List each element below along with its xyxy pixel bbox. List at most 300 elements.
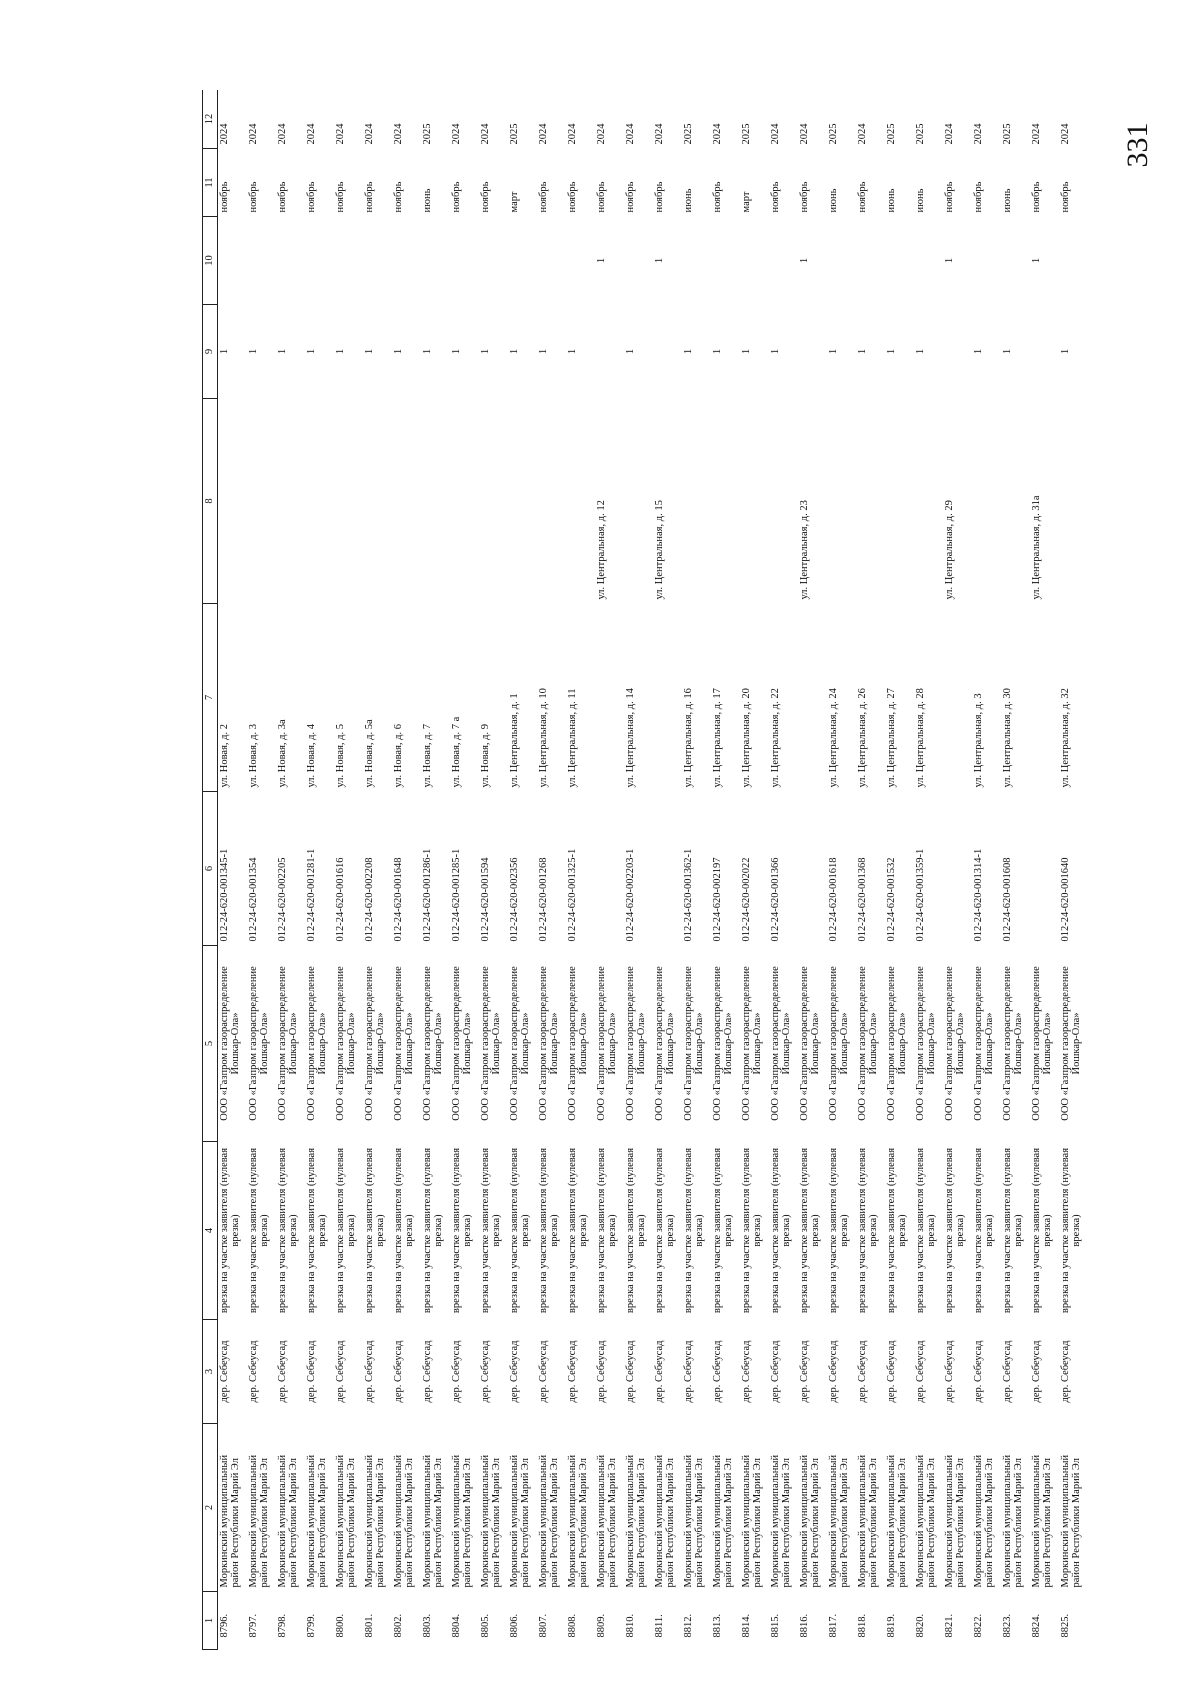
- settlement-cell: дер. Себеусад: [1001, 1340, 1013, 1403]
- column-number-header: 1: [203, 1592, 218, 1650]
- settlement-cell: дер. Себеусад: [1030, 1340, 1042, 1403]
- work-type-cell: врезка на участке заявителя (нулевая врезка): [711, 1147, 734, 1314]
- month-cell: ноябрь: [711, 181, 723, 213]
- address-cell: ул. Центральная, д. 32: [1059, 688, 1071, 788]
- settlement-cell: дер. Себеусад: [276, 1340, 288, 1403]
- work-type-cell: врезка на участке заявителя (нулевая врезка): [537, 1147, 560, 1314]
- quantity-cell: 1: [450, 348, 462, 355]
- work-type-cell: врезка на участке заявителя (нулевая врезка): [740, 1147, 763, 1314]
- district-cell: Моркинский муниципальный район Республики Марий Эл: [479, 1454, 502, 1588]
- organization-cell: ООО «Газпром газораспределение Йошкар-Ола»: [624, 966, 647, 1121]
- table-row: [885, 90, 914, 1650]
- column-number-header: 7: [203, 604, 218, 792]
- year-cell: 2024: [769, 123, 781, 145]
- district-cell: Моркинский муниципальный район Республики Марий Эл: [972, 1454, 995, 1588]
- alt-quantity-cell: [247, 217, 276, 305]
- alt-quantity-cell: [711, 217, 740, 305]
- month-cell: март: [740, 191, 752, 213]
- alt-quantity-cell: 1: [943, 257, 955, 264]
- address-cell: [943, 604, 972, 792]
- code-cell: 012-24-620-002203-1: [624, 848, 636, 942]
- code-cell: 012-24-620-001608: [1001, 857, 1013, 942]
- work-type-cell: врезка на участке заявителя (нулевая врезка): [624, 1147, 647, 1314]
- quantity-cell: 1: [219, 348, 230, 355]
- settlement-cell: дер. Себеусад: [798, 1340, 810, 1403]
- row-number: 8822.: [972, 1613, 984, 1638]
- alt-quantity-cell: [508, 217, 537, 305]
- rotated-table-container: [202, 90, 1200, 1650]
- row-number: 8809.: [595, 1613, 607, 1638]
- alt-quantity-cell: [305, 217, 334, 305]
- organization-cell: ООО «Газпром газораспределение Йошкар-Ола»: [740, 966, 763, 1121]
- quantity-cell: 1: [972, 348, 984, 355]
- year-cell: 2024: [653, 123, 665, 145]
- code-cell: 012-24-620-001618: [827, 857, 839, 942]
- organization-cell: ООО «Газпром газораспределение Йошкар-Ола»: [943, 966, 966, 1121]
- quantity-cell: 1: [421, 348, 433, 355]
- settlement-cell: дер. Себеусад: [566, 1340, 578, 1403]
- year-cell: 2025: [421, 123, 433, 145]
- year-cell: 2024: [943, 123, 955, 145]
- alt-address-cell: [769, 399, 798, 604]
- alt-address-cell: [218, 399, 247, 604]
- table-row: [711, 90, 740, 1650]
- month-cell: март: [508, 191, 520, 213]
- settlement-cell: дер. Себеусад: [624, 1340, 636, 1403]
- work-type-cell: врезка на участке заявителя (нулевая врезка): [305, 1147, 328, 1314]
- district-cell: Моркинский муниципальный район Республики Марий Эл: [885, 1454, 908, 1588]
- row-number: 8815.: [769, 1613, 781, 1638]
- month-cell: ноябрь: [1059, 181, 1071, 213]
- organization-cell: ООО «Газпром газораспределение Йошкар-Ола»: [363, 966, 386, 1121]
- quantity-cell: 1: [276, 348, 288, 355]
- district-cell: Моркинский муниципальный район Республики Марий Эл: [595, 1454, 618, 1588]
- month-cell: ноябрь: [392, 181, 404, 213]
- address-cell: ул. Новая, д. 9: [479, 723, 491, 788]
- alt-address-cell: [363, 399, 392, 604]
- organization-cell: ООО «Газпром газораспределение Йошкар-Ола»: [392, 966, 415, 1121]
- year-cell: 2024: [1030, 123, 1042, 145]
- alt-address-cell: ул. Центральная, д. 29: [943, 500, 955, 600]
- alt-quantity-cell: [450, 217, 479, 305]
- month-cell: ноябрь: [769, 181, 781, 213]
- code-cell: 012-24-620-002208: [363, 857, 375, 942]
- settlement-cell: дер. Себеусад: [1059, 1340, 1071, 1403]
- alt-address-cell: [682, 399, 711, 604]
- organization-cell: ООО «Газпром газораспределение Йошкар-Ола»: [827, 966, 850, 1121]
- district-cell: Моркинский муниципальный район Республики Марий Эл: [1001, 1454, 1024, 1588]
- table-row: [856, 90, 885, 1650]
- settlement-cell: дер. Себеусад: [537, 1340, 549, 1403]
- settlement-cell: дер. Себеусад: [943, 1340, 955, 1403]
- district-cell: Моркинский муниципальный район Республики Марий Эл: [856, 1454, 879, 1588]
- organization-cell: ООО «Газпром газораспределение Йошкар-Ола»: [972, 966, 995, 1121]
- district-cell: Моркинский муниципальный район Республики Марий Эл: [914, 1454, 937, 1588]
- quantity-cell: 1: [914, 348, 926, 355]
- address-cell: ул. Центральная, д. 28: [914, 688, 926, 788]
- table-row: [798, 90, 827, 1650]
- quantity-cell: 1: [1001, 348, 1013, 355]
- alt-address-cell: [334, 399, 363, 604]
- table-row: [740, 90, 769, 1650]
- alt-address-cell: [247, 399, 276, 604]
- quantity-cell: [595, 305, 624, 399]
- table-row: [682, 90, 711, 1650]
- month-cell: июнь: [1001, 188, 1013, 213]
- organization-cell: ООО «Газпром газораспределение Йошкар-Ола»: [1001, 966, 1024, 1121]
- settlement-cell: дер. Себеусад: [885, 1340, 897, 1403]
- row-number: 8824.: [1030, 1613, 1042, 1638]
- alt-quantity-cell: [479, 217, 508, 305]
- address-cell: ул. Новая, д. 5: [334, 723, 346, 788]
- alt-quantity-cell: 1: [653, 257, 665, 264]
- table-header: [203, 90, 218, 1650]
- organization-cell: ООО «Газпром газораспределение Йошкар-Ола»: [508, 966, 531, 1121]
- quantity-cell: 1: [305, 348, 317, 355]
- code-cell: 012-24-620-002205: [276, 857, 288, 942]
- row-number: 8804.: [450, 1613, 462, 1638]
- quantity-cell: 1: [566, 348, 578, 355]
- district-cell: Моркинский муниципальный район Республики Марий Эл: [769, 1454, 792, 1588]
- code-cell: [653, 792, 682, 946]
- district-cell: Моркинский муниципальный район Республики Марий Эл: [508, 1454, 531, 1588]
- work-type-cell: врезка на участке заявителя (нулевая врезка): [943, 1147, 966, 1314]
- organization-cell: ООО «Газпром газораспределение Йошкар-Ола»: [769, 966, 792, 1121]
- row-number: 8803.: [421, 1613, 433, 1638]
- table-body: [218, 90, 1088, 1650]
- code-cell: 012-24-620-001345-1: [219, 848, 230, 942]
- table-row: [914, 90, 943, 1650]
- quantity-cell: 1: [711, 348, 723, 355]
- work-type-cell: врезка на участке заявителя (нулевая врезка): [1001, 1147, 1024, 1314]
- address-cell: ул. Новая, д. 7: [421, 723, 433, 788]
- row-number: 8798.: [276, 1613, 288, 1638]
- month-cell: ноябрь: [566, 181, 578, 213]
- table-row: [566, 90, 595, 1650]
- table-row: [595, 90, 624, 1650]
- address-cell: ул. Новая, д. 3: [247, 723, 259, 788]
- row-number: 8819.: [885, 1613, 897, 1638]
- work-type-cell: врезка на участке заявителя (нулевая врезка): [392, 1147, 415, 1314]
- column-number-header: 12: [203, 90, 218, 149]
- district-cell: Моркинский муниципальный район Республики Марий Эл: [363, 1454, 386, 1588]
- alt-quantity-cell: [740, 217, 769, 305]
- year-cell: 2024: [798, 123, 810, 145]
- table-row: [1001, 90, 1030, 1650]
- row-number: 8821.: [943, 1613, 955, 1638]
- year-cell: 2025: [508, 123, 520, 145]
- settlement-cell: дер. Себеусад: [450, 1340, 462, 1403]
- alt-address-cell: [827, 399, 856, 604]
- alt-quantity-cell: [885, 217, 914, 305]
- code-cell: 012-24-620-001648: [392, 857, 404, 942]
- work-type-cell: врезка на участке заявителя (нулевая врезка): [972, 1147, 995, 1314]
- address-cell: ул. Новая, д. 3а: [276, 719, 288, 788]
- organization-cell: ООО «Газпром газораспределение Йошкар-Ола»: [711, 966, 734, 1121]
- table-row: [421, 90, 450, 1650]
- alt-address-cell: [305, 399, 334, 604]
- year-cell: 2024: [305, 123, 317, 145]
- month-cell: ноябрь: [856, 181, 868, 213]
- row-number: 8805.: [479, 1613, 491, 1638]
- code-cell: [1030, 792, 1059, 946]
- alt-address-cell: [421, 399, 450, 604]
- quantity-cell: 1: [247, 348, 259, 355]
- column-number-header: 9: [203, 305, 218, 399]
- work-type-cell: врезка на участке заявителя (нулевая врезка): [276, 1147, 299, 1314]
- alt-address-cell: ул. Центральная, д. 31а: [1030, 495, 1042, 600]
- quantity-cell: 1: [479, 348, 491, 355]
- address-cell: ул. Центральная, д. 16: [682, 688, 694, 788]
- row-number: 8810.: [624, 1613, 636, 1638]
- table-row: [392, 90, 421, 1650]
- column-number-header: 2: [203, 1424, 218, 1592]
- column-number-header: 4: [203, 1142, 218, 1320]
- district-cell: Моркинский муниципальный район Республики Марий Эл: [740, 1454, 763, 1588]
- month-cell: июнь: [885, 188, 897, 213]
- alt-quantity-cell: [392, 217, 421, 305]
- organization-cell: ООО «Газпром газораспределение Йошкар-Ола»: [1030, 966, 1053, 1121]
- address-cell: ул. Центральная, д. 22: [769, 688, 781, 788]
- organization-cell: ООО «Газпром газораспределение Йошкар-Ола»: [566, 966, 589, 1121]
- address-cell: [595, 604, 624, 792]
- row-number: 8801.: [363, 1613, 375, 1638]
- settlement-cell: дер. Себеусад: [392, 1340, 404, 1403]
- alt-quantity-cell: [1001, 217, 1030, 305]
- district-cell: Моркинский муниципальный район Республики Марий Эл: [682, 1454, 705, 1588]
- month-cell: ноябрь: [276, 181, 288, 213]
- organization-cell: ООО «Газпром газораспределение Йошкар-Ола»: [219, 966, 242, 1121]
- alt-address-cell: [566, 399, 595, 604]
- work-type-cell: врезка на участке заявителя (нулевая врезка): [421, 1147, 444, 1314]
- quantity-cell: [653, 305, 682, 399]
- settlement-cell: дер. Себеусад: [827, 1340, 839, 1403]
- row-number: 8817.: [827, 1613, 839, 1638]
- year-cell: 2024: [479, 123, 491, 145]
- organization-cell: ООО «Газпром газораспределение Йошкар-Ола»: [1059, 966, 1082, 1121]
- quantity-cell: [1030, 305, 1059, 399]
- row-number: 8807.: [537, 1613, 549, 1638]
- alt-address-cell: [624, 399, 653, 604]
- quantity-cell: 1: [856, 348, 868, 355]
- month-cell: ноябрь: [653, 181, 665, 213]
- code-cell: 012-24-620-001286-1: [421, 848, 433, 942]
- district-cell: Моркинский муниципальный район Республики Марий Эл: [219, 1454, 242, 1588]
- settlement-cell: дер. Себеусад: [653, 1340, 665, 1403]
- work-type-cell: врезка на участке заявителя (нулевая врезка): [653, 1147, 676, 1314]
- district-cell: Моркинский муниципальный район Республики Марий Эл: [334, 1454, 357, 1588]
- work-type-cell: врезка на участке заявителя (нулевая врезка): [595, 1147, 618, 1314]
- month-cell: ноябрь: [1030, 181, 1042, 213]
- column-number-header: 11: [203, 149, 218, 217]
- table-row: [624, 90, 653, 1650]
- address-cell: ул. Центральная, д. 17: [711, 688, 723, 788]
- row-number: 8813.: [711, 1613, 723, 1638]
- district-cell: Моркинский муниципальный район Республики Марий Эл: [711, 1454, 734, 1588]
- year-cell: 2024: [392, 123, 404, 145]
- settlement-cell: дер. Себеусад: [595, 1340, 607, 1403]
- row-number: 8802.: [392, 1613, 404, 1638]
- alt-address-cell: [508, 399, 537, 604]
- column-number-header: 6: [203, 792, 218, 946]
- quantity-cell: [798, 305, 827, 399]
- work-type-cell: врезка на участке заявителя (нулевая врезка): [798, 1147, 821, 1314]
- quantity-cell: 1: [392, 348, 404, 355]
- quantity-cell: 1: [363, 348, 375, 355]
- year-cell: 2025: [682, 123, 694, 145]
- table-row: [479, 90, 508, 1650]
- month-cell: июнь: [421, 188, 433, 213]
- alt-address-cell: [856, 399, 885, 604]
- work-type-cell: врезка на участке заявителя (нулевая врезка): [1059, 1147, 1082, 1314]
- row-number: 8816.: [798, 1613, 810, 1638]
- gas-connection-table: [202, 90, 1088, 1650]
- district-cell: Моркинский муниципальный район Республики Марий Эл: [827, 1454, 850, 1588]
- address-cell: [653, 604, 682, 792]
- alt-address-cell: [479, 399, 508, 604]
- code-cell: 012-24-620-001366: [769, 857, 781, 942]
- organization-cell: ООО «Газпром газораспределение Йошкар-Ола»: [450, 966, 473, 1121]
- alt-quantity-cell: [1059, 217, 1088, 305]
- code-cell: 012-24-620-001268: [537, 857, 549, 942]
- organization-cell: ООО «Газпром газораспределение Йошкар-Ола»: [247, 966, 270, 1121]
- work-type-cell: врезка на участке заявителя (нулевая врезка): [363, 1147, 386, 1314]
- district-cell: Моркинский муниципальный район Республики Марий Эл: [247, 1454, 270, 1588]
- quantity-cell: 1: [508, 348, 520, 355]
- alt-address-cell: [885, 399, 914, 604]
- address-cell: [798, 604, 827, 792]
- settlement-cell: дер. Себеусад: [972, 1340, 984, 1403]
- organization-cell: ООО «Газпром газораспределение Йошкар-Ола»: [305, 966, 328, 1121]
- table-row: [1059, 90, 1088, 1650]
- work-type-cell: врезка на участке заявителя (нулевая врезка): [885, 1147, 908, 1314]
- code-cell: 012-24-620-002356: [508, 857, 520, 942]
- row-number: 8808.: [566, 1613, 578, 1638]
- district-cell: Моркинский муниципальный район Республики Марий Эл: [392, 1454, 415, 1588]
- settlement-cell: дер. Себеусад: [682, 1340, 694, 1403]
- work-type-cell: врезка на участке заявителя (нулевая врезка): [247, 1147, 270, 1314]
- alt-address-cell: [711, 399, 740, 604]
- organization-cell: ООО «Газпром газораспределение Йошкар-Ола»: [682, 966, 705, 1121]
- code-cell: 012-24-620-001362-1: [682, 848, 694, 942]
- settlement-cell: дер. Себеусад: [479, 1340, 491, 1403]
- year-cell: 2024: [972, 123, 984, 145]
- year-cell: 2024: [219, 123, 230, 145]
- table-row: [1030, 90, 1059, 1650]
- code-cell: 012-24-620-001314-1: [972, 848, 984, 942]
- quantity-cell: 1: [1059, 348, 1071, 355]
- month-cell: ноябрь: [334, 181, 346, 213]
- year-cell: 2025: [827, 123, 839, 145]
- row-number: 8800.: [334, 1613, 346, 1638]
- year-cell: 2025: [1001, 123, 1013, 145]
- address-cell: ул. Новая, д. 6: [392, 723, 404, 788]
- address-cell: ул. Центральная, д. 3: [972, 693, 984, 788]
- district-cell: Моркинский муниципальный район Республики Марий Эл: [421, 1454, 444, 1588]
- settlement-cell: дер. Себеусад: [508, 1340, 520, 1403]
- settlement-cell: дер. Себеусад: [421, 1340, 433, 1403]
- work-type-cell: врезка на участке заявителя (нулевая врезка): [1030, 1147, 1053, 1314]
- alt-quantity-cell: [682, 217, 711, 305]
- month-cell: ноябрь: [943, 181, 955, 213]
- year-cell: 2025: [914, 123, 926, 145]
- year-cell: 2025: [740, 123, 752, 145]
- alt-address-cell: ул. Центральная, д. 23: [798, 500, 810, 600]
- rotated-table-frame: [202, 90, 1200, 1650]
- alt-address-cell: [392, 399, 421, 604]
- district-cell: Моркинский муниципальный район Республики Марий Эл: [653, 1454, 676, 1588]
- column-number-header: 5: [203, 946, 218, 1142]
- column-number-header: 3: [203, 1320, 218, 1424]
- alt-quantity-cell: [769, 217, 798, 305]
- row-number: 8806.: [508, 1613, 520, 1638]
- month-cell: ноябрь: [363, 181, 375, 213]
- alt-address-cell: [276, 399, 305, 604]
- quantity-cell: 1: [537, 348, 549, 355]
- alt-address-cell: [1001, 399, 1030, 604]
- table-row: [653, 90, 682, 1650]
- month-cell: ноябрь: [595, 181, 607, 213]
- alt-quantity-cell: 1: [1030, 257, 1042, 264]
- district-cell: Моркинский муниципальный район Республики Марий Эл: [943, 1454, 966, 1588]
- district-cell: Моркинский муниципальный район Республики Марий Эл: [1059, 1454, 1082, 1588]
- organization-cell: ООО «Газпром газораспределение Йошкар-Ола»: [595, 966, 618, 1121]
- code-cell: 012-24-620-001285-1: [450, 848, 462, 942]
- work-type-cell: врезка на участке заявителя (нулевая врезка): [334, 1147, 357, 1314]
- settlement-cell: дер. Себеусад: [363, 1340, 375, 1403]
- alt-quantity-cell: [363, 217, 392, 305]
- settlement-cell: дер. Себеусад: [305, 1340, 317, 1403]
- row-number: 8811.: [653, 1614, 665, 1638]
- code-cell: 012-24-620-002022: [740, 857, 752, 942]
- address-cell: ул. Новая, д. 2: [219, 723, 230, 788]
- table-row: [972, 90, 1001, 1650]
- work-type-cell: врезка на участке заявителя (нулевая врезка): [566, 1147, 589, 1314]
- month-cell: ноябрь: [537, 181, 549, 213]
- address-cell: ул. Новая, д. 7 а: [450, 716, 462, 788]
- settlement-cell: дер. Себеусад: [914, 1340, 926, 1403]
- address-cell: ул. Центральная, д. 20: [740, 688, 752, 788]
- year-cell: 2024: [1059, 123, 1071, 145]
- code-cell: 012-24-620-001354: [247, 857, 259, 942]
- year-cell: 2024: [276, 123, 288, 145]
- row-number: 8812.: [682, 1613, 694, 1638]
- district-cell: Моркинский муниципальный район Республики Марий Эл: [566, 1454, 589, 1588]
- organization-cell: ООО «Газпром газораспределение Йошкар-Ола»: [885, 966, 908, 1121]
- alt-address-cell: [537, 399, 566, 604]
- month-cell: июнь: [682, 188, 694, 213]
- year-cell: 2024: [595, 123, 607, 145]
- alt-quantity-cell: [218, 217, 247, 305]
- work-type-cell: врезка на участке заявителя (нулевая врезка): [856, 1147, 879, 1314]
- settlement-cell: дер. Себеусад: [856, 1340, 868, 1403]
- district-cell: Моркинский муниципальный район Республики Марий Эл: [537, 1454, 560, 1588]
- address-cell: [1030, 604, 1059, 792]
- organization-cell: ООО «Газпром газораспределение Йошкар-Ола»: [537, 966, 560, 1121]
- month-cell: ноябрь: [305, 181, 317, 213]
- alt-address-cell: ул. Центральная, д. 15: [653, 500, 665, 600]
- table-row: [450, 90, 479, 1650]
- table-row: [363, 90, 392, 1650]
- work-type-cell: врезка на участке заявителя (нулевая врезка): [479, 1147, 502, 1314]
- quantity-cell: 1: [334, 348, 346, 355]
- year-cell: 2024: [334, 123, 346, 145]
- alt-quantity-cell: [276, 217, 305, 305]
- column-number-header: 8: [203, 399, 218, 604]
- work-type-cell: врезка на участке заявителя (нулевая врезка): [827, 1147, 850, 1314]
- alt-quantity-cell: [914, 217, 943, 305]
- address-cell: ул. Новая, д. 5а: [363, 719, 375, 788]
